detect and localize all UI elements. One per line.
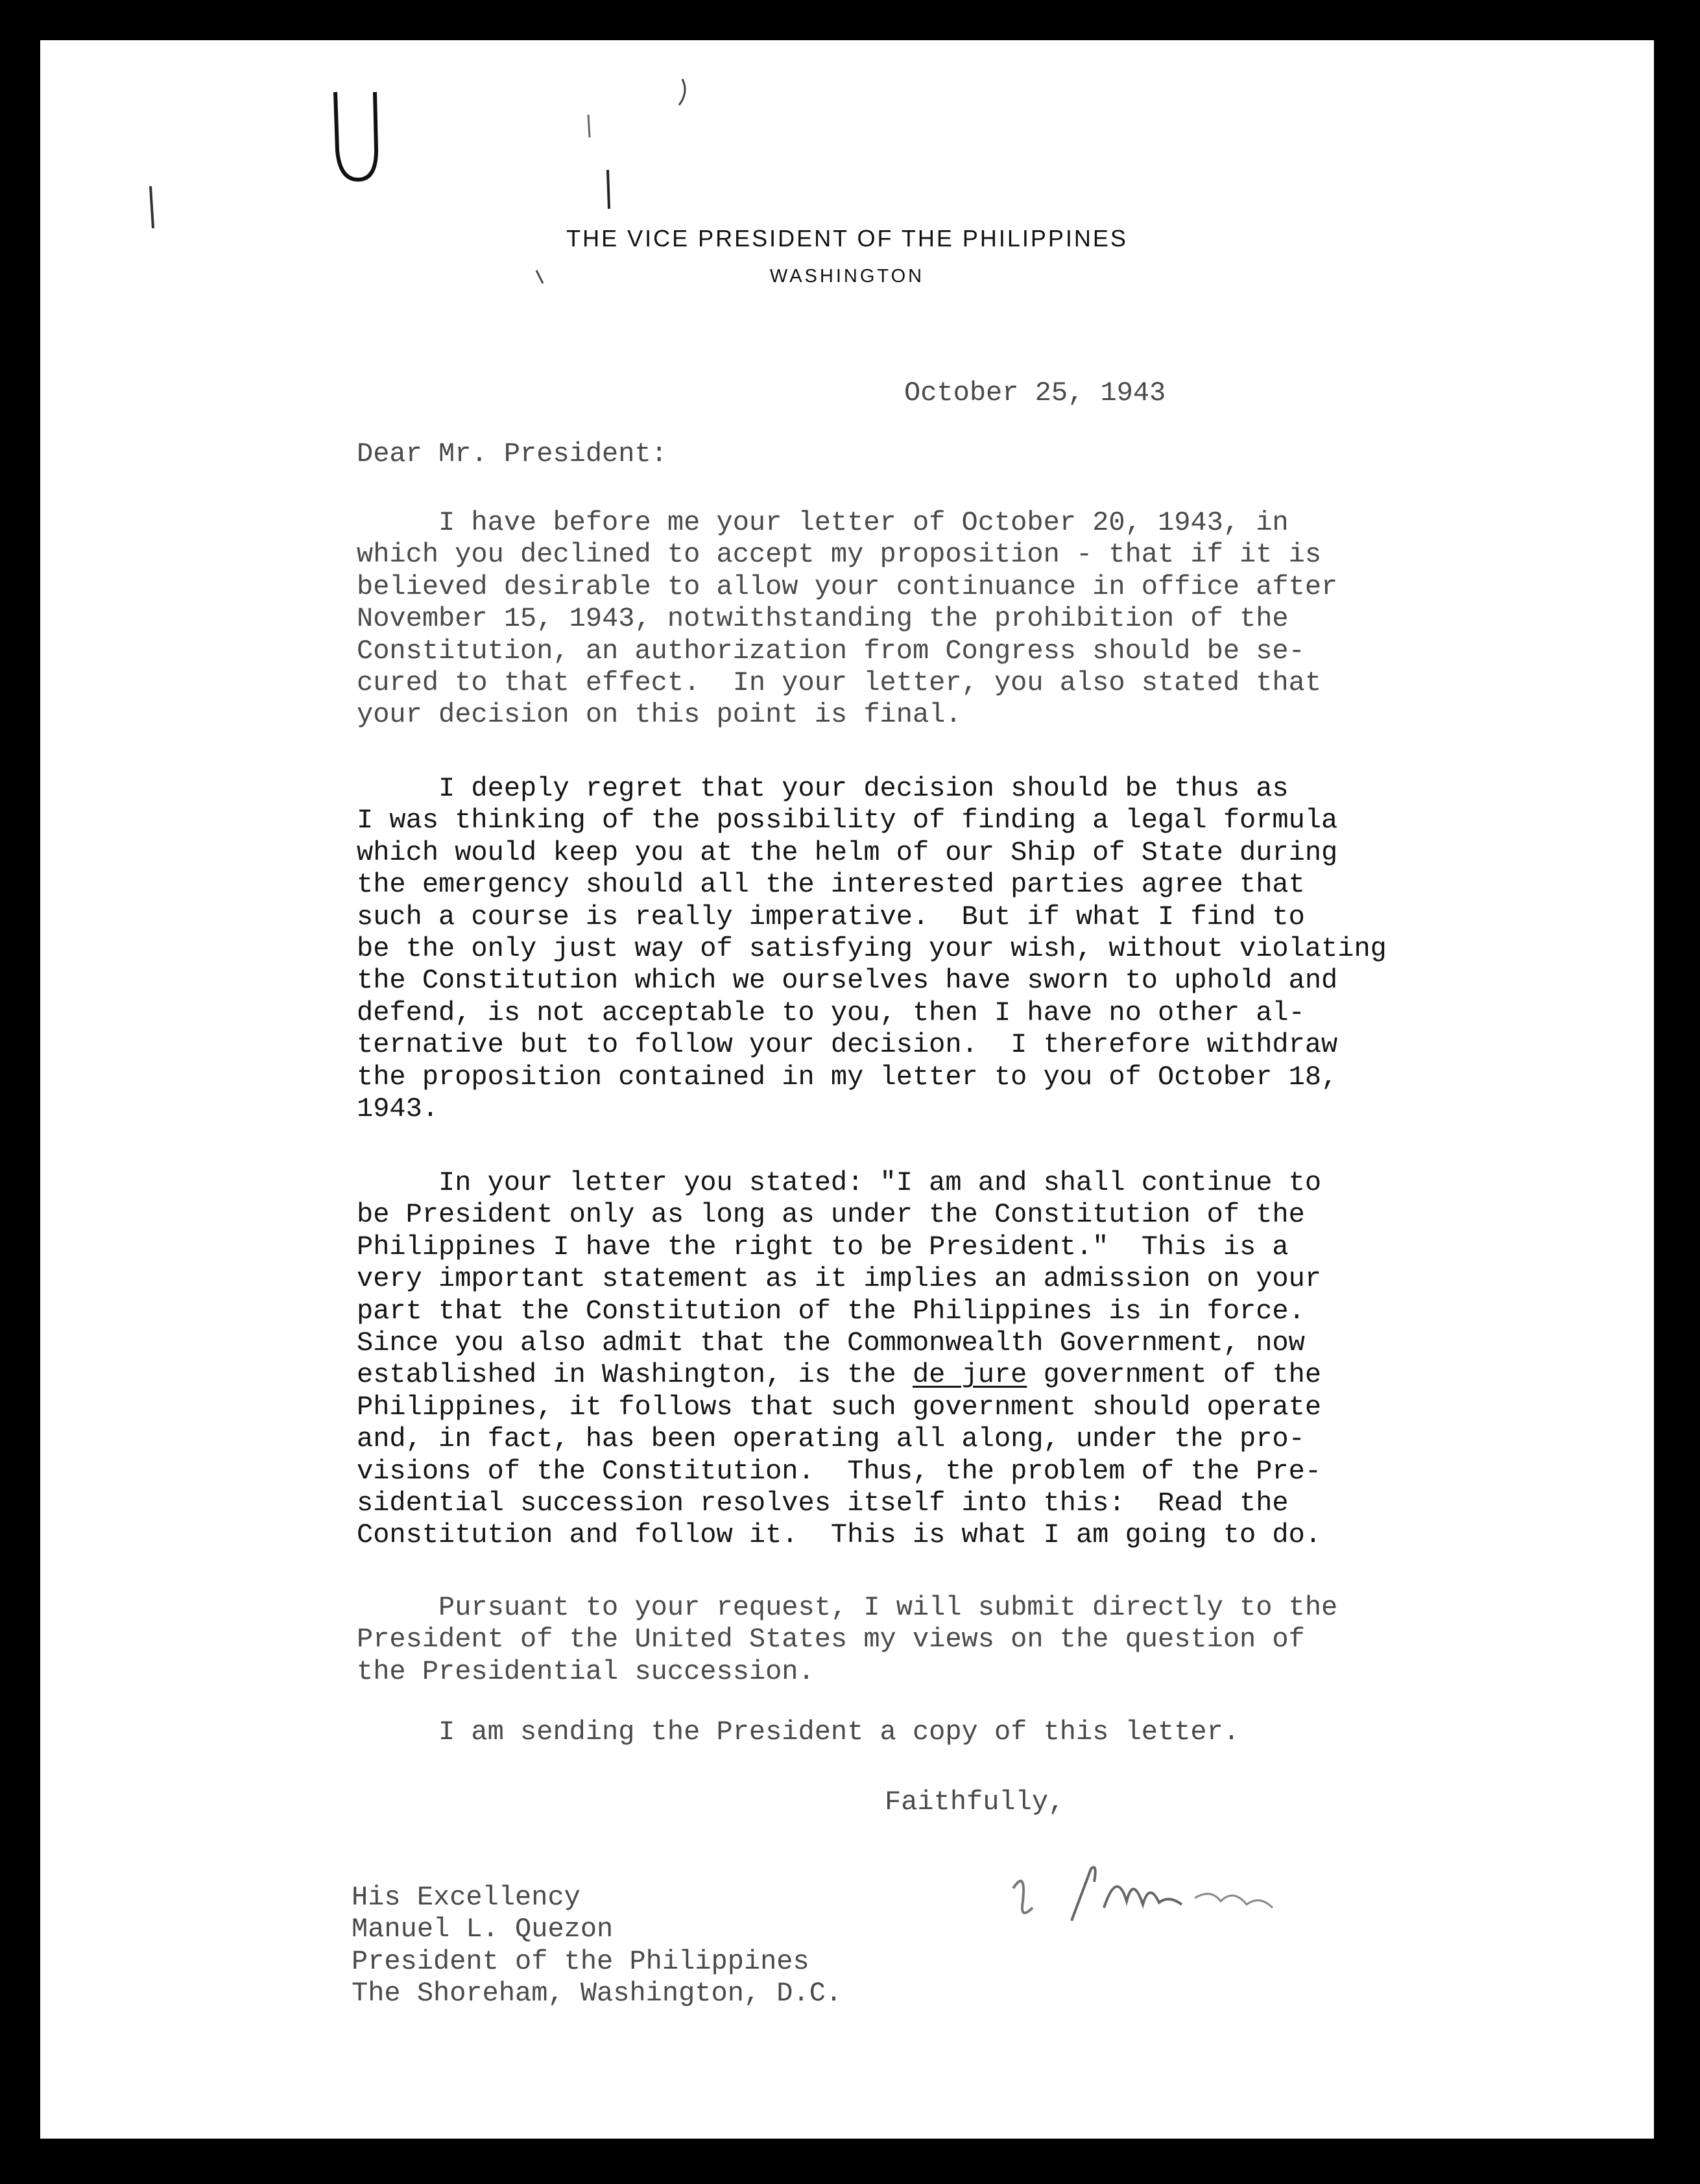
paragraph-line: Philippines, it follows that such government should operate xyxy=(357,1391,1322,1423)
signature-stroke xyxy=(1104,1886,1182,1908)
signature-stroke xyxy=(1013,1881,1033,1913)
pencil-tick-mark-2 xyxy=(588,115,590,137)
line-end-text: government of the xyxy=(1027,1359,1322,1391)
paragraph-line: and, in fact, has been operating all along, under the pro- xyxy=(357,1423,1305,1455)
handwritten-u-mark xyxy=(335,92,376,180)
signature-stroke xyxy=(1071,1868,1095,1921)
paragraph-line: believed desirable to allow your continuance in office after xyxy=(357,571,1338,602)
paragraph-line: Constitution and follow it. This is what I am going to do. xyxy=(357,1519,1322,1551)
addressee-line: Manuel L. Quezon xyxy=(352,1914,614,1945)
addressee-line: President of the Philippines xyxy=(352,1945,809,1977)
addressee-line: The Shoreham, Washington, D.C. xyxy=(352,1978,843,2010)
paragraph-line: visions of the Constitution. Thus, the problem of the Pre- xyxy=(357,1455,1322,1487)
paragraph-line: the Presidential succession. xyxy=(357,1656,815,1687)
paragraph-line: sidential succession resolves itself into this: Read the xyxy=(357,1488,1289,1519)
paragraph-line: very important statement as it implies an admission on your xyxy=(357,1263,1322,1295)
salutation: Dear Mr. President: xyxy=(357,438,667,469)
addressee-line: His Excellency xyxy=(352,1882,581,1913)
paragraph-line: 1943. xyxy=(357,1093,439,1125)
paragraph-line: I have before me your letter of October 20, 1943, in xyxy=(357,507,1289,538)
line-start-text: established in Washington, is the xyxy=(357,1359,913,1391)
paragraph-line: I was thinking of the possibility of finding a legal formula xyxy=(357,805,1338,837)
paragraph-line: ternative but to follow your decision. I therefore withdraw xyxy=(357,1029,1338,1061)
paragraph-line-with-underline xyxy=(357,1359,1321,1391)
paragraph-line: be the only just way of satisfying your wish, without violating xyxy=(357,933,1387,965)
letterhead-location: WASHINGTON xyxy=(769,266,925,287)
paragraph-line: Pursuant to your request, I will submit directly to the xyxy=(357,1592,1338,1623)
paragraph-2 xyxy=(357,773,1387,1125)
signature-stroke xyxy=(1195,1894,1273,1908)
paragraph-line: Constitution, an authorization from Congress should be se- xyxy=(357,635,1305,667)
paragraph-line: the emergency should all the interested parties agree that xyxy=(357,869,1305,901)
paragraph-line: defend, is not acceptable to you, then I have no other al- xyxy=(357,997,1305,1028)
paragraph-line: Philippines I have the right to be President." This is a xyxy=(357,1231,1289,1263)
paragraph-5 xyxy=(357,1716,1239,1748)
letter-date: October 25, 1943 xyxy=(904,377,1166,409)
pencil-tick-mark-3 xyxy=(679,79,685,105)
letterhead-title: THE VICE PRESIDENT OF THE PHILIPPINES xyxy=(566,225,1128,252)
paragraph-line: cured to that effect. In your letter, you also stated that xyxy=(357,667,1322,699)
paragraph-line: I am sending the President a copy of this letter. xyxy=(357,1716,1240,1748)
de-jure-underlined: de jure xyxy=(912,1359,1027,1391)
paragraph-line: be President only as long as under the Constitution of the xyxy=(357,1199,1305,1231)
paragraph-line: the proposition contained in my letter to you of October 18, xyxy=(357,1061,1338,1093)
paragraph-line: part that the Constitution of the Philippines is in force. xyxy=(357,1295,1305,1327)
margin-mark xyxy=(150,186,153,228)
paragraph-line: your decision on this point is final. xyxy=(357,699,962,731)
paragraph-line: the Constitution which we ourselves have sworn to uphold and xyxy=(357,965,1338,997)
addressee-block xyxy=(352,1882,842,2010)
paragraph-line: such a course is really imperative. But if what I find to xyxy=(357,901,1305,932)
letter-page xyxy=(40,40,1654,2139)
paragraph-line: November 15, 1943, notwithstanding the prohibition of the xyxy=(357,603,1289,635)
paragraph-line: which would keep you at the helm of our Ship of State during xyxy=(357,837,1338,868)
paragraph-line: I deeply regret that your decision should be thus as xyxy=(357,773,1289,804)
paragraph-line: In your letter you stated: "I am and shall continue to xyxy=(357,1167,1322,1198)
closing: Faithfully, xyxy=(885,1786,1065,1818)
paragraph-4 xyxy=(357,1592,1337,1688)
paragraph-line: President of the United States my views on the question of xyxy=(357,1624,1305,1656)
paragraph-3 xyxy=(357,1167,1321,1552)
signature xyxy=(987,1843,1337,1934)
paragraph-1 xyxy=(357,507,1337,731)
paragraph-line: Since you also admit that the Commonwealth Government, now xyxy=(357,1327,1305,1359)
pencil-tick-mark xyxy=(608,170,609,209)
paragraph-line: which you declined to accept my proposition - that if it is xyxy=(357,539,1322,571)
